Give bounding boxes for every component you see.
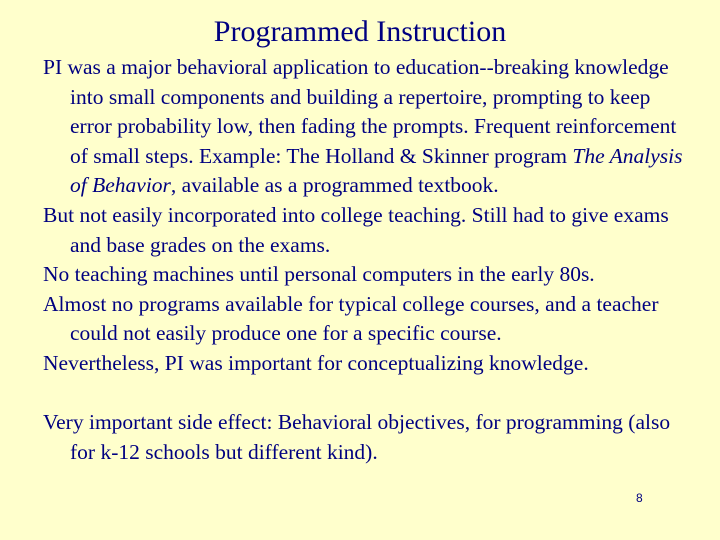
slide-number: 8 <box>636 491 643 505</box>
paragraph-pi-overview-text: PI was a major behavioral application to education--breaking knowledge into small components and building a repertoire, prompting to keep error probability low, then fading the prompts. Frequent reinforcement of small steps. Example: The Holland & Skinner program <box>43 55 677 168</box>
paragraph-conceptualizing: Nevertheless, PI was important for conceptualizing knowledge. <box>43 350 589 375</box>
paragraph-college-teaching: But not easily incorporated into college teaching. Still had to give exams and base grades on the exams. <box>43 202 669 257</box>
paragraph-spacer <box>43 379 693 409</box>
paragraph-teaching-machines: No teaching machines until personal computers in the early 80s. <box>43 262 595 287</box>
slide-body <box>43 53 693 467</box>
paragraph-pi-overview <box>43 53 693 201</box>
book-title: The Analysis of Behavior <box>70 143 683 198</box>
paragraph-programs-available: Almost no programs available for typical college courses, and a teacher could not easily produce one for a specific course. <box>43 291 659 346</box>
slide-title: Programmed Instruction <box>213 15 507 48</box>
paragraph-pi-overview-tail: , available as a programmed textbook. <box>170 173 499 198</box>
paragraph-side-effect: Very important side effect: Behavioral objectives, for programming (also for k-12 schools but different kind). <box>43 410 671 464</box>
